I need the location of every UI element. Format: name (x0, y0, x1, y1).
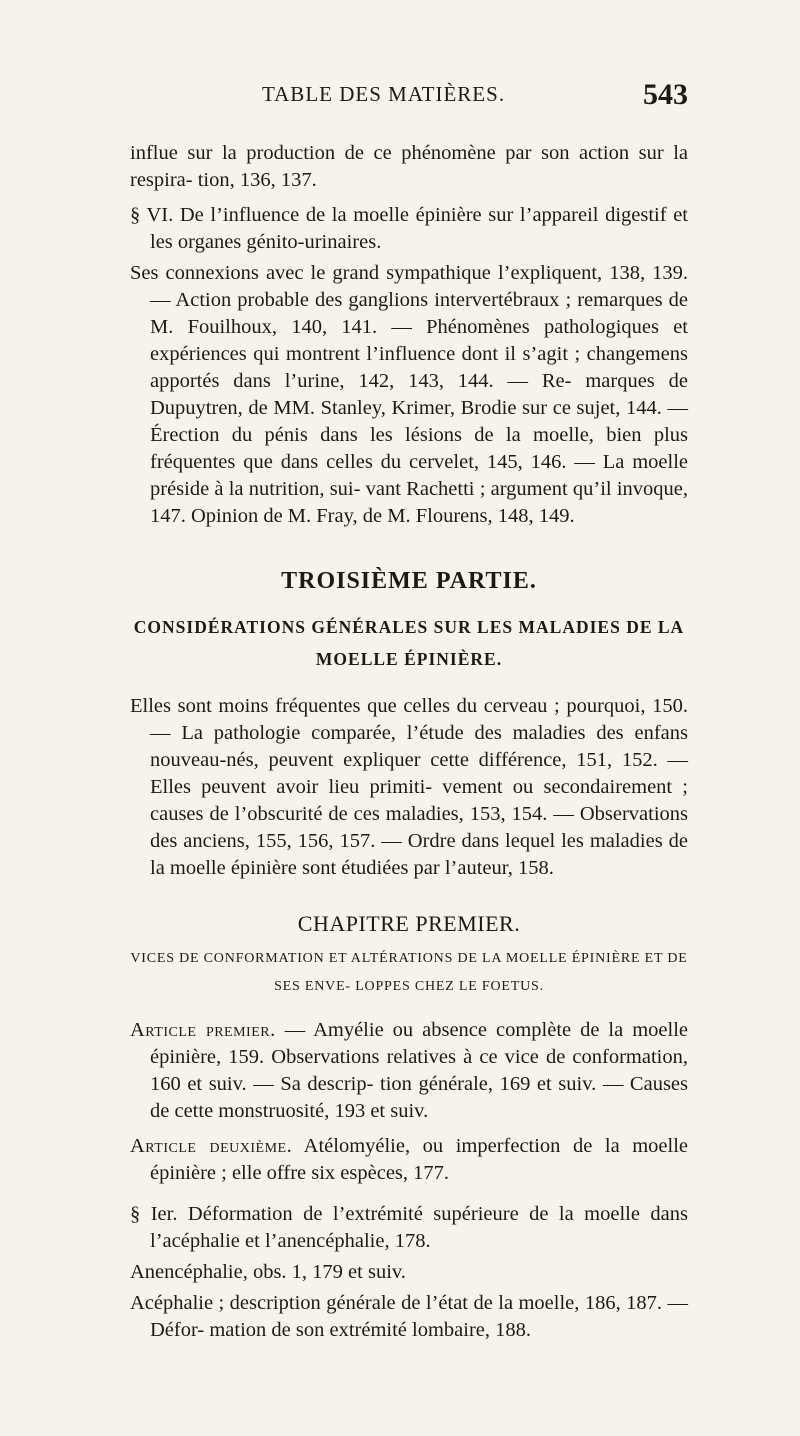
entry-text: Ses connexions avec le grand sympathique l’expliquent, 138, 139. — Action probable des ganglions intervertébraux ; remarques de M. Fouilhoux, 140, 141. — Phénomènes pathologiques et expériences qui montrent l’influence dont il s’agit ; changemens apportés dans l’urine, 142, 143, 144. — Re- marques de Dupuytren, de MM. Stanley, Krimer, Brodie sur ce sujet, 144. — Érection du pénis dans les lésions de la moelle, bien plus fréquentes que dans celles du cervelet, 145, 146. — La moelle préside à la nutrition, sui- vant Rachetti ; argument qu’il invoque, 147. Opinion de M. Fray, de M. Flourens, 148, 149. (130, 262, 688, 527)
article-entry (130, 1017, 688, 1125)
article-text: — Amyélie ou absence complète de la moelle épinière, 159. Observations relatives à ce vice de conformation, 160 et suiv. — Sa descrip- tion générale, 169 et suiv. — Causes de cette monstruosité, 193 et suiv. (150, 1019, 688, 1122)
chapter-subtitle: VICES DE CONFORMATION ET ALTÉRATIONS DE LA MOELLE ÉPINIÈRE ET DE SES ENVE- LOPPES CHEZ LE FOETUS. (130, 951, 688, 994)
part-summary: Elles sont moins fréquentes que celles du cerveau ; pourquoi, 150. — La pathologie comparée, l’étude des maladies des enfans nouveau-nés, peuvent expliquer cette différence, 151, 152. — Elles peuvent avoir lieu primiti- vement ou secondairement ; causes de l’obscurité de ces maladies, 153, 154. — Observations des anciens, 155, 156, 157. — Ordre dans lequel les maladies de la moelle épinière sont étudiées par l’auteur, 158. (130, 695, 688, 879)
part-subtitle: CONSIDÉRATIONS GÉNÉRALES SUR LES MALADIES DE LA MOELLE ÉPINIÈRE. (133, 617, 685, 669)
article-label: Article premier. (130, 1019, 276, 1041)
running-title: TABLE DES MATIÈRES. (262, 82, 506, 106)
page-body (130, 140, 688, 1344)
article-text: Atélomyélie, ou imperfection de la moelle épinière ; elle offre six espèces, 177. (150, 1135, 688, 1184)
page-header (130, 78, 688, 122)
entry-text: Acéphalie ; description générale de l’état de la moelle, 186, 187. — Défor- mation de son extrémité lombaire, 188. (130, 1292, 688, 1341)
article-label: Article deuxième. (130, 1135, 293, 1157)
entry-text: Anencéphalie, obs. 1, 179 et suiv. (130, 1261, 406, 1283)
article-entry (130, 1133, 688, 1187)
chapter-title: CHAPITRE PREMIER. (297, 911, 521, 936)
page-number: 543 (643, 78, 688, 111)
section-heading: § Ier. Déformation de l’extrémité supérieure de la moelle dans l’acéphalie et l’anencéphalie, 178. (130, 1203, 688, 1252)
entry-text: influe sur la production de ce phénomène par son action sur la respira- tion, 136, 137. (130, 142, 688, 191)
part-title: TROISIÈME PARTIE. (281, 568, 537, 594)
section-heading: § VI. De l’influence de la moelle épinière sur l’appareil digestif et les organes génito-urinaires. (130, 204, 688, 253)
